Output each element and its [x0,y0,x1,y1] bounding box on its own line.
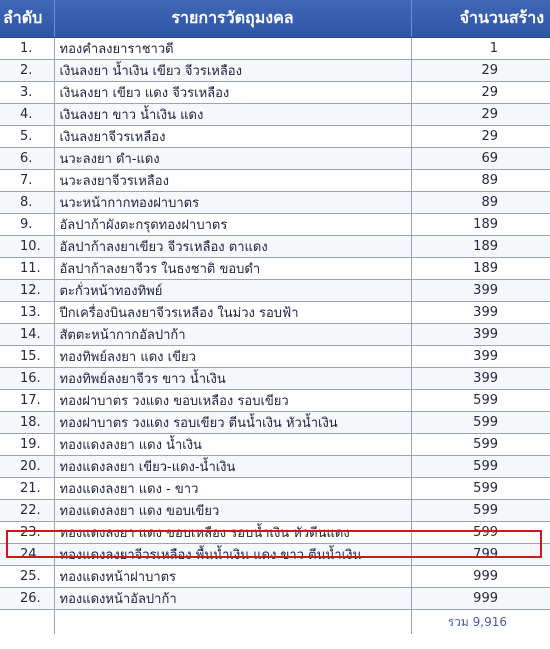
row-order-number: 14. [0,324,54,346]
table-row [0,434,550,456]
row-quantity: 599 [411,390,550,412]
row-quantity: 29 [411,126,550,148]
row-quantity: 89 [411,192,550,214]
row-order-number: 13. [0,302,54,324]
row-order-number: 18. [0,412,54,434]
table-row [0,412,550,434]
total-blank-no [0,610,54,635]
total-quantity: รวม 9,916 [411,610,550,635]
row-order-number: 6. [0,148,54,170]
row-order-number: 12. [0,280,54,302]
row-order-number: 15. [0,346,54,368]
row-item-name: ทองแดงลงยา แดง ขอบเหลือง รอบน้ำเงิน หัวตีนแดง [54,522,411,544]
row-order-number: 4. [0,104,54,126]
row-quantity: 399 [411,346,550,368]
row-quantity: 599 [411,412,550,434]
row-quantity: 599 [411,434,550,456]
row-order-number: 19. [0,434,54,456]
row-order-number: 26. [0,588,54,610]
row-order-number: 22. [0,500,54,522]
row-quantity: 399 [411,324,550,346]
row-item-name: ทองแดงลงยา เขียว-แดง-น้ำเงิน [54,456,411,478]
row-item-name: ทองแดงลงยา แดง ขอบเขียว [54,500,411,522]
row-order-number: 17. [0,390,54,412]
row-order-number: 21. [0,478,54,500]
table-row [0,38,550,60]
row-item-name: ทองคำลงยาราชาวดี [54,38,411,60]
table-row [0,104,550,126]
row-order-number: 1. [0,38,54,60]
table-row [0,544,550,566]
row-item-name: ทองแดงหน้าอัลปาก้า [54,588,411,610]
total-blank-item [54,610,411,635]
row-order-number: 20. [0,456,54,478]
row-quantity: 599 [411,456,550,478]
table-row [0,258,550,280]
row-item-name: ทองทิพย์ลงยา แดง เขียว [54,346,411,368]
row-item-name: ทองแดงลงยา แดง - ขาว [54,478,411,500]
row-quantity: 89 [411,170,550,192]
table-row [0,346,550,368]
row-item-name: ทองแดงลงยาจีวรเหลือง พื้นน้ำเงิน แดง ขาว ตีนน้ำเงิน [54,544,411,566]
table-body [0,38,550,635]
row-quantity: 1 [411,38,550,60]
table-row [0,170,550,192]
row-quantity: 999 [411,588,550,610]
table-row [0,324,550,346]
row-order-number: 23. [0,522,54,544]
table-row [0,214,550,236]
row-quantity: 599 [411,500,550,522]
row-item-name: ทองแดงลงยา แดง น้ำเงิน [54,434,411,456]
header-order-number: ลำดับ [0,0,54,38]
row-order-number: 5. [0,126,54,148]
table-row [0,60,550,82]
row-quantity: 399 [411,280,550,302]
row-item-name: ทองฝาบาตร วงแดง รอบเขียว ตีนน้ำเงิน หัวน้ำเงิน [54,412,411,434]
row-quantity: 799 [411,544,550,566]
table-row [0,82,550,104]
row-item-name: เงินลงยา น้ำเงิน เขียว จีวรเหลือง [54,60,411,82]
table-row [0,478,550,500]
row-item-name: อัลปาก้าลงยาจีวร ในธงชาติ ขอบดำ [54,258,411,280]
row-item-name: ทองแดงหน้าฝาบาตร [54,566,411,588]
row-item-name: ตะกั่วหน้าทองทิพย์ [54,280,411,302]
row-item-name: อัลปาก้าลงยาเขียว จีวรเหลือง ตาแดง [54,236,411,258]
table-row [0,302,550,324]
row-order-number: 7. [0,170,54,192]
table-row [0,192,550,214]
row-item-name: อัลปาก้าผังตะกรุดทองฝาบาตร [54,214,411,236]
row-order-number: 3. [0,82,54,104]
row-quantity: 599 [411,478,550,500]
row-quantity: 189 [411,214,550,236]
row-quantity: 399 [411,368,550,390]
row-quantity: 189 [411,258,550,280]
row-item-name: สัตตะหน้ากากอัลปาก้า [54,324,411,346]
row-order-number: 9. [0,214,54,236]
row-quantity: 399 [411,302,550,324]
table-row [0,368,550,390]
row-order-number: 25. [0,566,54,588]
table-header-row [0,0,550,38]
row-quantity: 29 [411,60,550,82]
row-quantity: 29 [411,82,550,104]
row-item-name: เงินลงยาจีวรเหลือง [54,126,411,148]
table-row [0,456,550,478]
row-order-number: 16. [0,368,54,390]
row-quantity: 29 [411,104,550,126]
table-row [0,280,550,302]
table-row [0,236,550,258]
row-item-name: ปีกเครื่องบินลงยาจีวรเหลือง ในม่วง รอบฟ้า [54,302,411,324]
row-item-name: ทองทิพย์ลงยาจีวร ขาว น้ำเงิน [54,368,411,390]
row-quantity: 69 [411,148,550,170]
row-order-number: 24. [0,544,54,566]
table-row [0,500,550,522]
row-order-number: 10. [0,236,54,258]
header-quantity-made: จำนวนสร้าง [411,0,550,38]
row-order-number: 2. [0,60,54,82]
row-item-name: นวะลงยาจีวรเหลือง [54,170,411,192]
total-row [0,610,550,635]
row-quantity: 189 [411,236,550,258]
row-item-name: เงินลงยา เขียว แดง จีวรเหลือง [54,82,411,104]
table-row [0,566,550,588]
row-order-number: 11. [0,258,54,280]
table-row [0,126,550,148]
table-row [0,522,550,544]
table-row [0,588,550,610]
row-order-number: 8. [0,192,54,214]
table-row [0,390,550,412]
row-quantity: 999 [411,566,550,588]
header-item-list: รายการวัตถุมงคล [54,0,411,38]
row-item-name: ทองฝาบาตร วงแดง ขอบเหลือง รอบเขียว [54,390,411,412]
table-row [0,148,550,170]
row-item-name: เงินลงยา ขาว น้ำเงิน แดง [54,104,411,126]
row-item-name: นวะลงยา ดำ-แดง [54,148,411,170]
row-item-name: นวะหน้ากากทองฝาบาตร [54,192,411,214]
row-quantity: 599 [411,522,550,544]
